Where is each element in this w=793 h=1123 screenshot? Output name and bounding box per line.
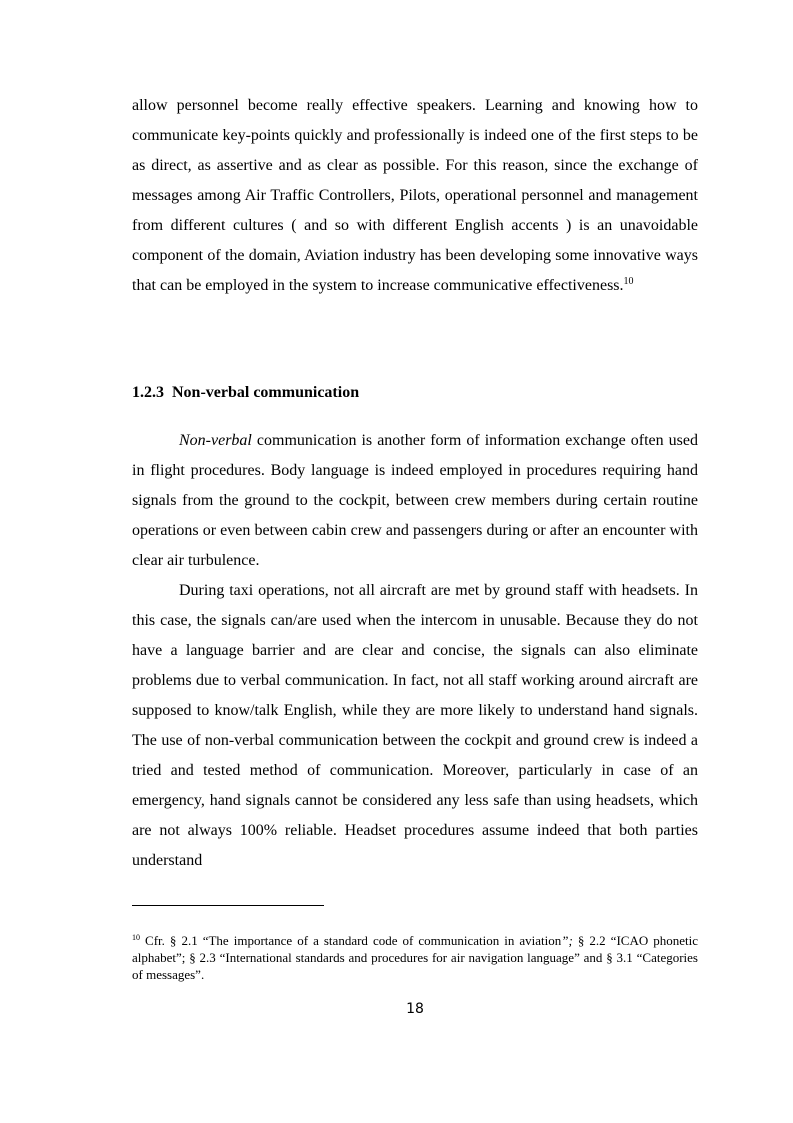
section-title: Non-verbal communication <box>172 384 360 401</box>
paragraph-text: During taxi operations, not all aircraft are met by ground staff with headsets. In this case, the signals can/are used when the intercom in unusable. Because they do not have a language barrier and are clear and concise, the signals can also eliminate problems due to verbal communication. In fact, not all staff working around aircraft are supposed to know/talk English, while they are more likely to understand hand signals. The use of non-verbal communication between the cockpit and ground crew is indeed a tried and tested method of communication. Moreover, particularly in case of an emergency, hand signals cannot be considered any less safe than using headsets, which are not always 100% reliable. Headset procedures assume indeed that both parties understand <box>132 582 698 869</box>
paragraph-text: allow personnel become really effective speakers. Learning and knowing how to communicate key-points quickly and professionally is indeed one of the first steps to be as direct, as assertive and as clear as possible. For this reason, since the exchange of messages among Air Traffic Controllers, Pilots, operational personnel and management from different cultures ( and so with different English accents ) is an unavoidable component of the domain, Aviation industry has been developing some innovative ways that can be employed in the system to increase communicative effectiveness. <box>132 97 698 294</box>
body-paragraph <box>132 426 698 576</box>
body-paragraph <box>132 576 698 876</box>
footnote-italic-quote: ”; <box>561 933 573 948</box>
footnote-text: Cfr. § 2.1 “The importance of a standard code of communication in aviation <box>140 933 562 948</box>
paragraph-text: communication is another form of information exchange often used in flight procedures. Body language is indeed employed in procedures requiring hand signals from the ground to the cockpit, between crew members during certain routine operations or even between cabin crew and passengers during or after an encounter with clear air turbulence. <box>132 432 698 569</box>
footnote <box>132 932 698 983</box>
italic-term: Non-verbal <box>179 432 252 449</box>
footnote-text-continued: § 2.2 “ICAO phonetic alphabet”; § 2.3 “International standards and procedures for air navigation language” and § 3.1 “Categories of messages”. <box>132 933 699 982</box>
page-number: 18 <box>406 1001 424 1017</box>
section-number: 1.2.3 <box>132 384 164 401</box>
body-paragraph <box>132 91 698 301</box>
footnote-separator <box>132 905 324 906</box>
section-heading <box>132 382 359 404</box>
footnote-reference[interactable]: 10 <box>623 276 634 287</box>
footnote-number: 10 <box>132 933 140 942</box>
